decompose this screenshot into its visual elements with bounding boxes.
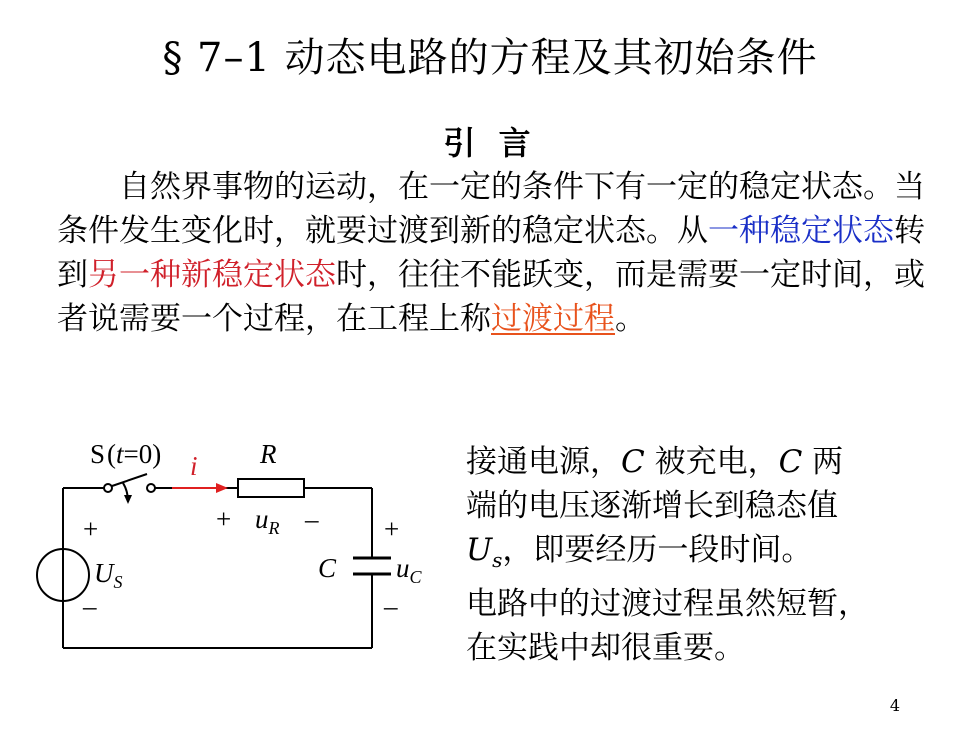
switch-label: S(t=0): [90, 439, 162, 469]
page-title: § 7–1 动态电路的方程及其初始条件: [162, 35, 818, 81]
uc-minus-sign: –: [384, 591, 398, 621]
intro-term-link: 过渡过程: [491, 301, 615, 337]
intro-highlight-blue: 一种稳定状态: [708, 213, 894, 249]
circuit-diagram: [20, 425, 460, 665]
switch-arrow-icon: [124, 495, 132, 504]
explanation-line-2: 端的电压逐渐增长到稳态值: [466, 488, 838, 524]
current-arrow-icon: [216, 483, 228, 493]
source-minus-sign: –: [83, 591, 97, 621]
source-plus-sign: +: [83, 514, 99, 544]
intro-text-2: 转到: [57, 213, 925, 293]
current-label: i: [190, 451, 198, 481]
uc-label: $u_C$: [396, 553, 422, 587]
switch-contact-left: [104, 484, 112, 492]
resistor-label: R: [260, 439, 277, 469]
switch-blade: [112, 474, 147, 486]
ur-minus-sign: –: [305, 504, 319, 534]
intro-text-4: 。: [615, 301, 646, 337]
ur-label: $u_R$: [255, 504, 280, 538]
explanation-text: [466, 440, 966, 670]
page-number: 4: [889, 696, 900, 715]
intro-highlight-red: 另一种新稳定状态: [88, 257, 336, 293]
section-heading: 引 言: [443, 124, 537, 162]
capacitor-label: C: [318, 553, 337, 583]
explanation-line-4: 电路中的过渡过程虽然短暂，: [466, 586, 869, 623]
explanation-line-3: $U_s$，即要经历一段时间。: [466, 532, 813, 573]
explanation-line-1: 接通电源，C 被充电，C 两: [466, 444, 844, 480]
ur-plus-sign: +: [216, 504, 232, 534]
intro-paragraph: [57, 165, 937, 341]
switch-contact-right: [147, 484, 155, 492]
resistor-symbol: [238, 479, 304, 497]
uc-plus-sign: +: [384, 514, 400, 544]
explanation-line-5: 在实践中却很重要。: [466, 630, 745, 667]
source-label: $U_S$: [94, 558, 123, 592]
intro-text-1: 自然界事物的运动，在一定的条件下有一定的稳定状态。当条件发生变化时，就要过渡到新的稳定状态。从: [57, 169, 925, 249]
intro-text-3: 时，往往不能跃变，而是需要一定时间，或者说需要一个过程，在工程上称: [57, 257, 925, 337]
